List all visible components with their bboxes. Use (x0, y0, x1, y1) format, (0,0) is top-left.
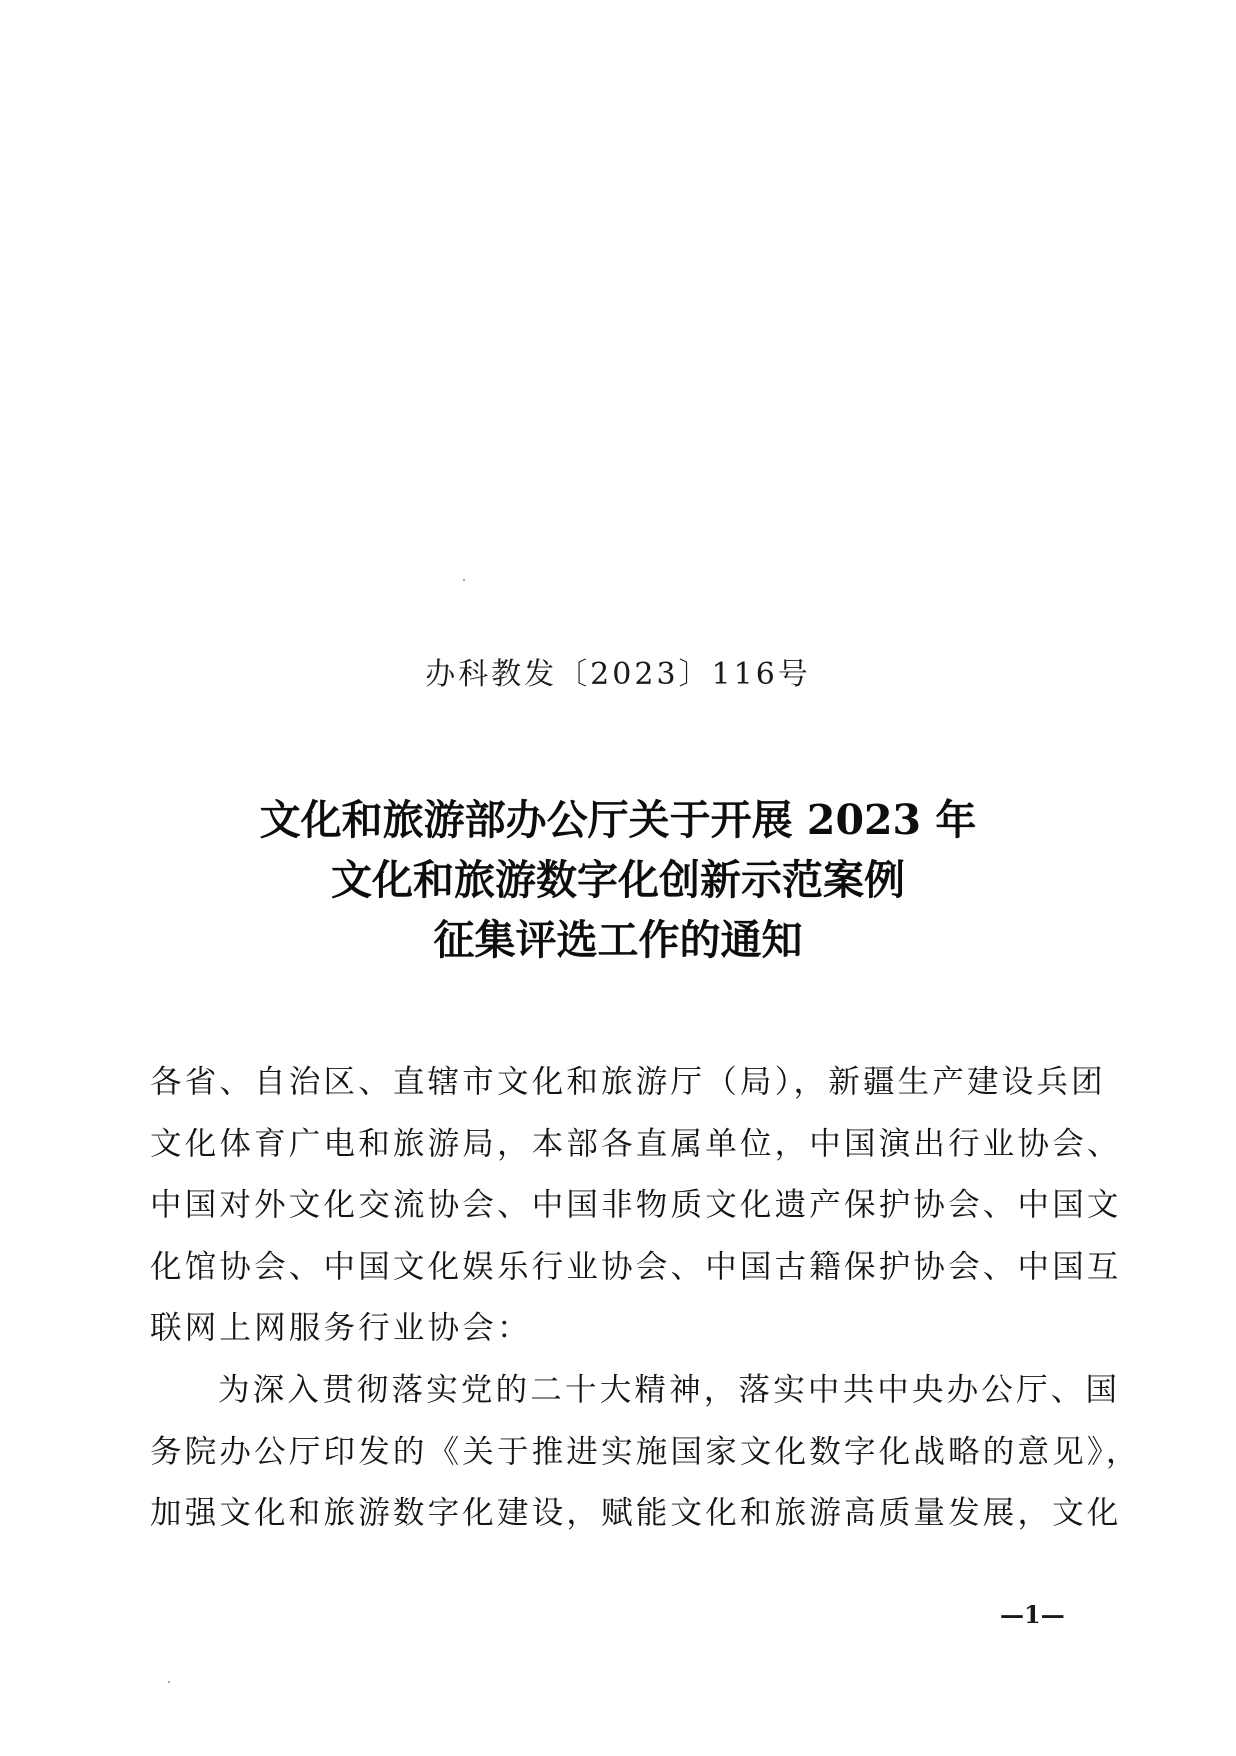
scan-speck (168, 1681, 170, 1683)
addressee-line-1: 各省、自治区、直辖市文化和旅游厅（局），新疆生产建设兵团 (150, 1064, 1106, 1100)
paragraph-line-1: 为深入贯彻落实党的二十大精神，落实中共中央办公厅、国 (218, 1371, 1121, 1408)
paragraph-line-3: 加强文化和旅游数字化建设，赋能文化和旅游高质量发展，文化 (150, 1495, 1122, 1532)
page-number: —1— (1000, 1600, 1065, 1629)
title-line-3: 征集评选工作的通知 (433, 916, 803, 964)
title-line-2: 文化和旅游数字化创新示范案例 (331, 856, 905, 904)
addressee-line-2: 文化体育广电和旅游局，本部各直属单位，中国演出行业协会、 (150, 1125, 1122, 1162)
addressee-line-5: 联网上网服务行业协会： (150, 1310, 532, 1347)
document-number: 办科教发〔2023〕116号 (425, 657, 811, 692)
document-title (0, 790, 1236, 970)
title-line-1: 文化和旅游部办公厅关于开展 2023 年 (259, 796, 977, 844)
addressee-line-3: 中国对外文化交流协会、中国非物质文化遗产保护协会、中国文 (150, 1187, 1122, 1224)
addressee-line-4: 化馆协会、中国文化娱乐行业协会、中国古籍保护协会、中国互 (150, 1248, 1122, 1285)
document-body (150, 1052, 1141, 1545)
paragraph-line-2: 务院办公厅印发的《关于推进实施国家文化数字化战略的意见》， (150, 1433, 1141, 1470)
scan-speck (463, 579, 465, 581)
